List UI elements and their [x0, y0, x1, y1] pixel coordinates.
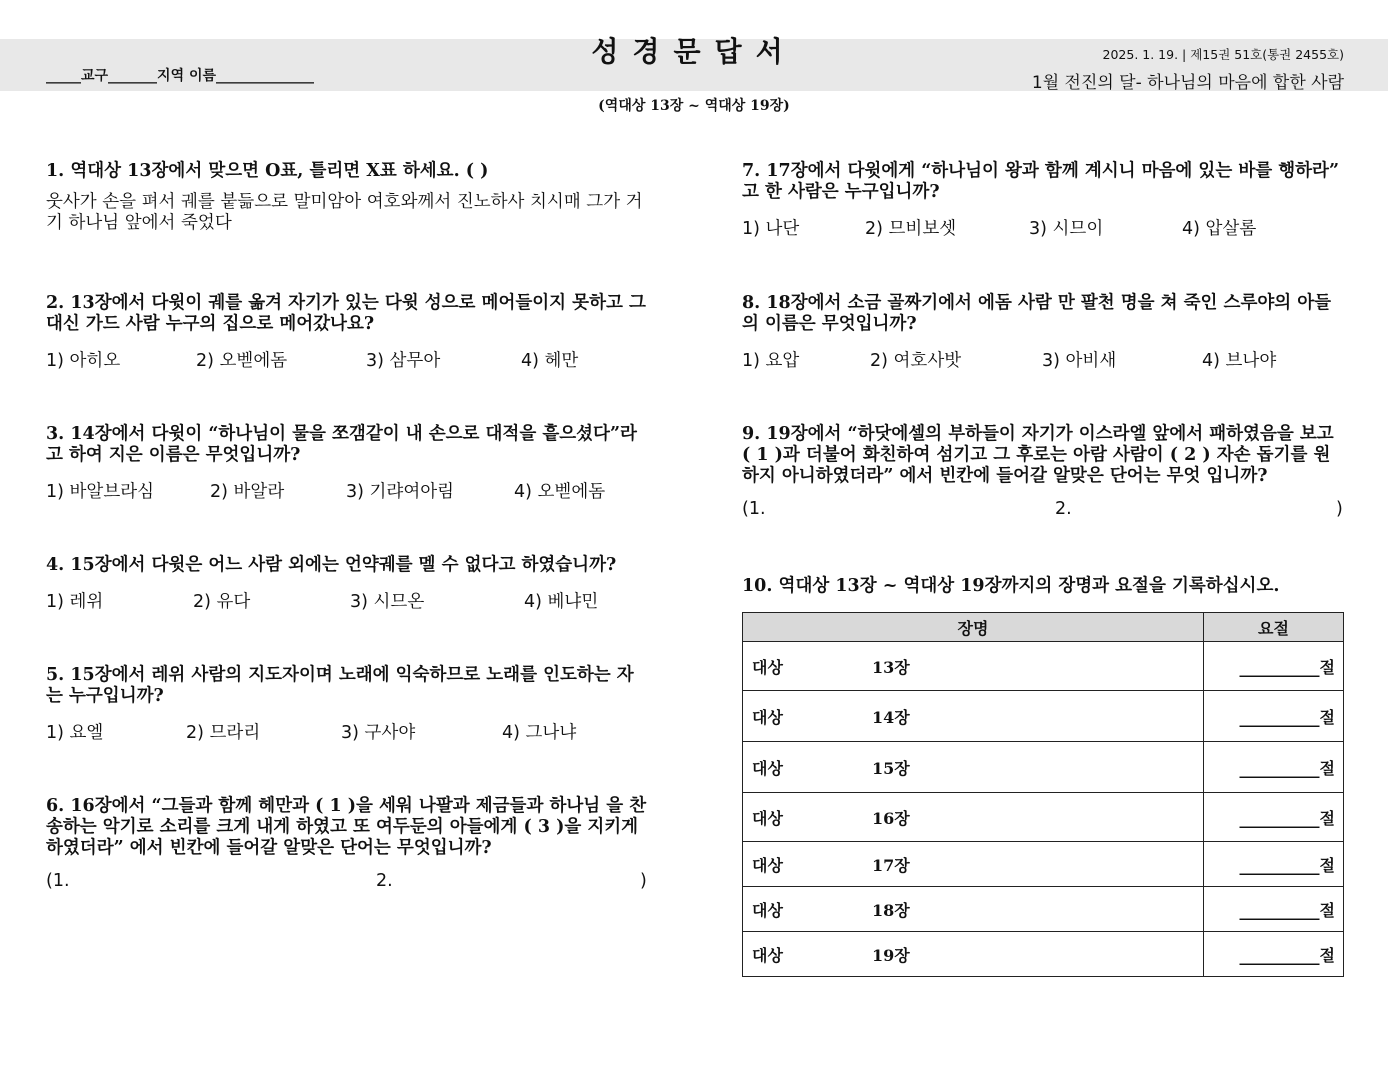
verse-answer-field[interactable]: __________절 — [1204, 842, 1344, 887]
chapter-cell — [743, 932, 1204, 977]
verse-answer-field[interactable]: __________절 — [1204, 691, 1344, 742]
name-entry-line: _____교구_______지역 이름______________ — [46, 68, 315, 84]
option[interactable]: 1) 나단 — [742, 219, 800, 239]
question-title: 2. 13장에서 다윗이 궤를 옮겨 자기가 있는 다윗 성으로 메어들이지 못하고 그 대신 가드 사람 누구의 집으로 메어갔나요? — [46, 293, 646, 334]
option[interactable]: 2) 오벧에돔 — [196, 351, 288, 371]
issue-info: 2025. 1. 19. | 제15권 51호(통권 2455호) — [1102, 47, 1344, 62]
page-title: 성경문답서 — [591, 35, 797, 68]
column-header-verse: 요절 — [1204, 613, 1344, 642]
option-row — [742, 347, 1344, 371]
blank-close: ) — [1336, 499, 1343, 519]
chapter-cell — [743, 742, 1204, 793]
verse-answer-field[interactable]: __________절 — [1204, 887, 1344, 932]
question-title: 5. 15장에서 레위 사람의 지도자이며 노래에 익숙하므로 노래를 인도하는 자는 누구입니까? — [46, 665, 634, 706]
question-6 — [46, 796, 648, 895]
option[interactable]: 1) 요엘 — [46, 723, 104, 743]
option[interactable]: 4) 그나냐 — [502, 723, 577, 743]
chapter-label: 17장 — [872, 855, 910, 875]
blank-close: ) — [640, 871, 647, 891]
question-statement: 웃사가 손을 펴서 궤를 붙듦으로 말미암아 여호와께서 진노하사 치시매 그가 거기 하나님 앞에서 죽었다 — [46, 192, 643, 233]
question-7 — [742, 161, 1344, 239]
table-row — [743, 932, 1344, 977]
option[interactable]: 2) 므라리 — [186, 723, 261, 743]
verse-answer-field[interactable]: __________절 — [1204, 793, 1344, 842]
chapter-cell — [743, 691, 1204, 742]
option[interactable]: 4) 브나야 — [1202, 351, 1277, 371]
question-8 — [742, 293, 1344, 371]
table-header-row — [743, 613, 1344, 642]
option[interactable]: 1) 바알브라심 — [46, 482, 155, 502]
chapter-verse-table — [742, 612, 1344, 977]
chapter-label: 18장 — [872, 900, 910, 920]
question-title: 7. 17장에서 다윗에게 “하나님이 왕과 함께 계시니 마음에 있는 바를 행하라” 고 한 사람은 누구입니까? — [742, 161, 1340, 202]
verse-answer-field[interactable]: __________절 — [1204, 642, 1344, 691]
scripture-range: (역대상 13장 ~ 역대상 19장) — [598, 98, 790, 114]
option[interactable]: 1) 아히오 — [46, 351, 121, 371]
question-1 — [46, 161, 648, 234]
question-10 — [742, 576, 1344, 597]
option[interactable]: 3) 시므온 — [350, 592, 425, 612]
book-label: 대상 — [752, 657, 783, 677]
chapter-cell — [743, 642, 1204, 691]
chapter-label: 14장 — [872, 707, 910, 727]
blank-2[interactable]: 2. — [1055, 499, 1072, 519]
option[interactable]: 3) 아비새 — [1042, 351, 1117, 371]
column-header-chapter: 장명 — [743, 613, 1204, 642]
question-title: 4. 15장에서 다윗은 어느 사람 외에는 언약궤를 멜 수 없다고 하였습니까? — [46, 555, 617, 575]
option[interactable]: 4) 헤만 — [521, 351, 579, 371]
verse-answer-field[interactable]: __________절 — [1204, 742, 1344, 793]
option-row — [742, 215, 1344, 239]
table-row — [743, 793, 1344, 842]
blank-2[interactable]: 2. — [376, 871, 393, 891]
option[interactable]: 4) 오벧에돔 — [514, 482, 606, 502]
option-row — [46, 588, 648, 612]
chapter-label: 15장 — [872, 758, 910, 778]
option[interactable]: 1) 레위 — [46, 592, 104, 612]
question-5 — [46, 665, 648, 743]
chapter-cell — [743, 793, 1204, 842]
table-row — [743, 642, 1344, 691]
question-title: 1. 역대상 13장에서 맞으면 O표, 틀리면 X표 하세요. ( ) — [46, 161, 489, 181]
table-row — [743, 842, 1344, 887]
chapter-label: 19장 — [872, 945, 910, 965]
answer-blanks — [742, 499, 1344, 523]
book-label: 대상 — [752, 855, 783, 875]
option[interactable]: 3) 구사야 — [341, 723, 416, 743]
chapter-cell — [743, 842, 1204, 887]
option[interactable]: 3) 기랴여아림 — [346, 482, 455, 502]
table-row — [743, 691, 1344, 742]
question-3 — [46, 424, 648, 502]
question-4 — [46, 555, 648, 612]
blank-1[interactable]: (1. — [742, 499, 766, 519]
chapter-label: 16장 — [872, 808, 910, 828]
chapter-label: 13장 — [872, 657, 910, 677]
table-row — [743, 742, 1344, 793]
option[interactable]: 2) 바알라 — [210, 482, 285, 502]
book-label: 대상 — [752, 900, 783, 920]
book-label: 대상 — [752, 808, 783, 828]
option[interactable]: 1) 요압 — [742, 351, 800, 371]
chapter-cell — [743, 887, 1204, 932]
option-row — [46, 478, 648, 502]
book-label: 대상 — [752, 707, 783, 727]
question-title: 3. 14장에서 다윗이 “하나님이 물을 쪼갬같이 내 손으로 대적을 흩으셨다”라고 하여 지은 이름은 무엇입니까? — [46, 424, 637, 465]
question-2 — [46, 293, 648, 371]
book-label: 대상 — [752, 758, 783, 778]
question-title: 8. 18장에서 소금 골짜기에서 에돔 사람 만 팔천 명을 쳐 죽인 스루야의 아들의 이름은 무엇입니까? — [742, 293, 1332, 334]
option[interactable]: 2) 여호사밧 — [870, 351, 962, 371]
question-9 — [742, 424, 1344, 523]
answer-blanks — [46, 871, 648, 895]
option-row — [46, 719, 648, 743]
option[interactable]: 3) 삼무아 — [366, 351, 441, 371]
book-label: 대상 — [752, 945, 783, 965]
option[interactable]: 4) 압살롬 — [1182, 219, 1257, 239]
option[interactable]: 2) 유다 — [193, 592, 251, 612]
option[interactable]: 2) 므비보셋 — [865, 219, 957, 239]
option[interactable]: 3) 시므이 — [1029, 219, 1104, 239]
table-row — [743, 887, 1344, 932]
question-title: 9. 19장에서 “하닷에셀의 부하들이 자기가 이스라엘 앞에서 패하였음을 보고 ( 1 )과 더불어 화친하여 섬기고 그 후로는 아람 사람이 ( 2 ) 자손 돕기를 원하지 아니하였더라” 에서 빈칸에 들어갈 알맞은 단어는 무엇 입니까? — [742, 424, 1334, 486]
question-title: 6. 16장에서 “그들과 함께 헤만과 ( 1 )을 세워 나팔과 제금들과 하나님 을 찬송하는 악기로 소리를 크게 내게 하였고 또 여두둔의 아들에게 ( 3 )을 지키게 하였더라” 에서 빈칸에 들어갈 알맞은 단어는 무엇입니까? — [46, 796, 647, 858]
verse-answer-field[interactable]: __________절 — [1204, 932, 1344, 977]
blank-1[interactable]: (1. — [46, 871, 70, 891]
option-row — [46, 347, 648, 371]
monthly-theme: 1월 전진의 달- 하나님의 마음에 합한 사람 — [1031, 73, 1344, 93]
option[interactable]: 4) 베냐민 — [524, 592, 599, 612]
question-title: 10. 역대상 13장 ~ 역대상 19장까지의 장명과 요절을 기록하십시오. — [742, 576, 1280, 596]
